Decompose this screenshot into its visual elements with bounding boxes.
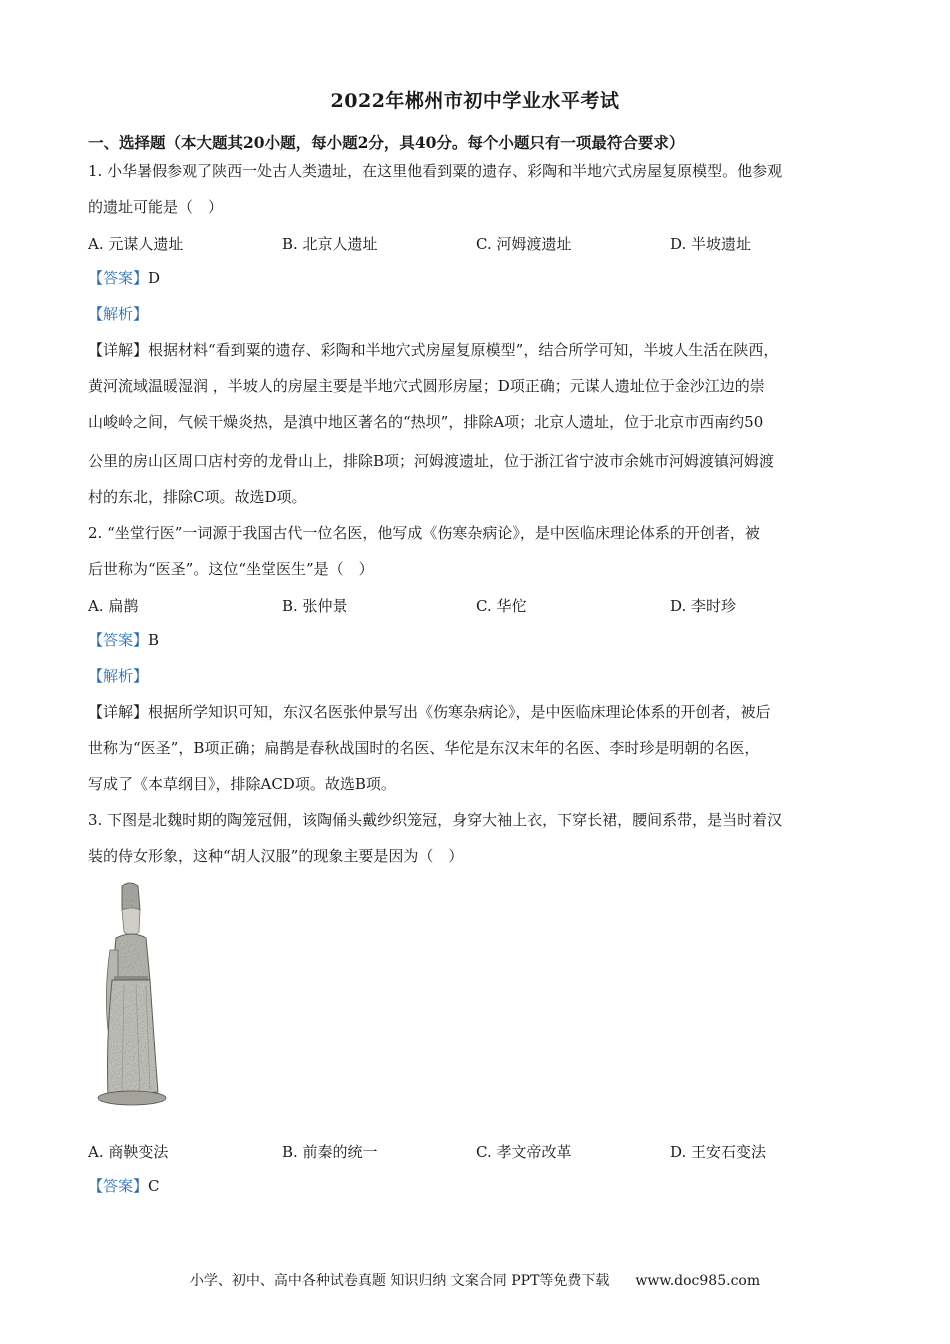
q1-detail-line-2: 黄河流域温暖湿润 ，半坡人的房屋主要是半地穴式圆形房屋；D项正确；元谋人遗址位于金沙江边的崇: [88, 377, 765, 395]
q3-stem-line-2: 装的侍女形象，这种“胡人汉服”的现象主要是因为（ ）: [88, 847, 464, 865]
q1-option-d: D. 半坡遗址: [670, 235, 752, 253]
q2-detail-line-2: 世称为“医圣”，B项正确；扁鹊是春秋战国时的名医、华佗是东汉末年的名医、李时珍是明朝的名医，: [88, 739, 760, 757]
q2-answer-value: B: [148, 631, 160, 649]
q1-option-a: A. 元谋人遗址: [88, 235, 184, 253]
analysis-tag: 【解析】: [88, 305, 149, 323]
q2-answer: [88, 630, 868, 650]
q1-detail-line-5: 村的东北，排除C项。故选D项。: [88, 488, 307, 506]
page-title: 2022年郴州市初中学业水平考试: [330, 90, 620, 112]
q3-answer: [88, 1176, 868, 1196]
answer-tag: 【答案】: [88, 631, 149, 649]
q1-detail-line-1: 【详解】根据材料“看到粟的遗存、彩陶和半地穴式房屋复原模型”，结合所学可知，半坡人生活在陕西，: [88, 341, 779, 359]
footer-site-link[interactable]: www.doc985.com: [635, 1273, 761, 1289]
analysis-tag: 【解析】: [88, 667, 149, 685]
q1-detail-line-4: 公里的房山区周口店村旁的龙骨山上，排除B项；河姆渡遗址，位于浙江省宁波市余姚市河姆渡镇河姆渡: [88, 452, 775, 470]
q2-stem-line-1: 2. “坐堂行医”一词源于我国古代一位名医，他写成《伤寒杂病论》，是中医临床理论体系的开创者，被: [88, 524, 760, 542]
q1-answer: [88, 268, 868, 288]
q2-options: [88, 595, 868, 615]
q1-options: [88, 233, 868, 253]
pottery-figurine-image: [88, 880, 170, 1112]
footer-text: 小学、初中、高中各种试卷真题 知识归纳 文案合同 PPT等免费下载: [189, 1273, 610, 1289]
q3-option-a: A. 商鞅变法: [88, 1143, 169, 1161]
q2-stem-line-2: 后世称为“医圣”。这位“坐堂医生”是（ ）: [88, 560, 374, 578]
q2-option-b: B. 张仲景: [282, 597, 348, 615]
q1-stem-line-2: 的遗址可能是（ ）: [88, 198, 224, 216]
q3-stem-line-1: 3. 下图是北魏时期的陶笼冠佣，该陶俑头戴纱织笼冠，身穿大袖上衣，下穿长裙，腰间系带，是当时着汉: [88, 811, 783, 829]
q2-option-d: D. 李时珍: [670, 597, 737, 615]
answer-tag: 【答案】: [88, 1177, 149, 1195]
q3-options: [88, 1141, 868, 1161]
q3-option-d: D. 王安石变法: [670, 1143, 767, 1161]
q2-detail-line-3: 写成了《本草纲目》，排除ACD项。故选B项。: [88, 775, 396, 793]
q1-detail-line-3: 山峻岭之间，气候干燥炎热，是滇中地区著名的“热坝”，排除A项；北京人遗址，位于北京市西南约50: [88, 413, 764, 431]
section-heading: 一、选择题（本大题其20小题，每小题2分，具40分。每个小题只有一项最符合要求）: [88, 133, 685, 152]
q1-answer-value: D: [148, 269, 161, 287]
q3-option-b: B. 前秦的统一: [282, 1143, 378, 1161]
detail-tag: 【详解】: [88, 703, 149, 721]
q3-option-c: C. 孝文帝改革: [476, 1143, 572, 1161]
q2-option-c: C. 华佗: [476, 597, 527, 615]
q1-option-b: B. 北京人遗址: [282, 235, 378, 253]
detail-tag: 【详解】: [88, 341, 149, 359]
q2-detail-line-1: 【详解】根据所学知识可知，东汉名医张仲景写出《伤寒杂病论》，是中医临床理论体系的开创者，被后: [88, 703, 771, 721]
q1-stem-line-1: 1. 小华暑假参观了陕西一处古人类遗址，在这里他看到粟的遗存、彩陶和半地穴式房屋复原模型。他参观: [88, 162, 783, 180]
q1-analysis: [88, 304, 868, 324]
q1-option-c: C. 河姆渡遗址: [476, 235, 572, 253]
q2-analysis: [88, 666, 868, 686]
q3-answer-value: C: [148, 1177, 160, 1195]
answer-tag: 【答案】: [88, 269, 149, 287]
page-footer: [0, 1270, 950, 1290]
q2-option-a: A. 扁鹊: [88, 597, 139, 615]
